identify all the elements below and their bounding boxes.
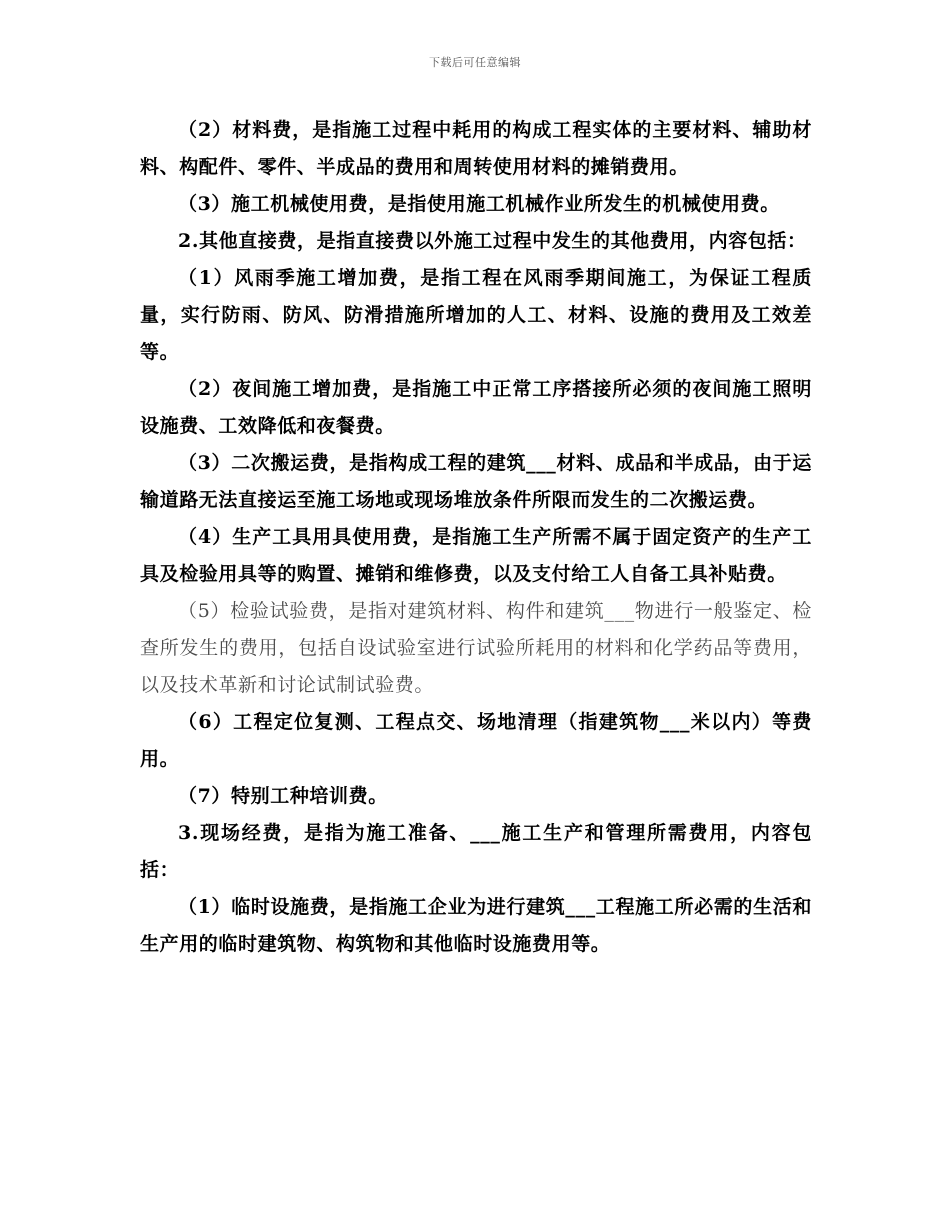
- paragraph-tool-usage-fee: （4）生产工具用具使用费，是指施工生产所需不属于固定资产的生产工具及检验用具等的购置、摊销和维修费，以及支付给工人自备工具补贴费。: [140, 526, 812, 585]
- paragraph-site-survey-fee: （6）工程定位复测、工程点交、场地清理（指建筑物___米以内）等费用。: [140, 711, 812, 770]
- page-header: 下载后可任意编辑: [429, 56, 521, 69]
- paragraph-machinery-fee: （3）施工机械使用费，是指使用施工机械作业所发生的机械使用费。: [178, 193, 780, 215]
- paragraph-special-training-fee: （7）特别工种培训费。: [178, 785, 388, 807]
- paragraph-site-expenses: 3.现场经费，是指为施工准备、___施工生产和管理所需费用，内容包括：: [140, 822, 812, 881]
- paragraph-night-work-fee: （2）夜间施工增加费，是指施工中正常工序搭接所必须的夜间施工照明设施费、工效降低和夜餐费。: [140, 378, 812, 437]
- paragraph-inspection-test-fee: （5）检验试验费，是指对建筑材料、构件和建筑___物进行一般鉴定、检查所发生的费用，包括自设试验室进行试验所耗用的材料和化学药品等费用，以及技术革新和讨论试制试验费。: [140, 600, 812, 696]
- paragraph-temporary-facilities-fee: （1）临时设施费，是指施工企业为进行建筑___工程施工所必需的生活和生产用的临时建筑物、构筑物和其他临时设施费用等。: [140, 896, 812, 955]
- paragraph-secondary-transport-fee: （3）二次搬运费，是指构成工程的建筑___材料、成品和半成品，由于运输道路无法直接运至施工场地或现场堆放条件所限而发生的二次搬运费。: [140, 452, 812, 511]
- paragraph-material-fee: （2）材料费，是指施工过程中耗用的构成工程实体的主要材料、辅助材料、构配件、零件、半成品的费用和周转使用材料的摊销费用。: [140, 119, 812, 178]
- paragraph-rainy-season-fee: （1）风雨季施工增加费，是指工程在风雨季期间施工，为保证工程质量，实行防雨、防风、防滑措施所增加的人工、材料、设施的费用及工效差等。: [140, 267, 812, 363]
- document-body: [140, 112, 812, 963]
- paragraph-other-direct-fee: 2.其他直接费，是指直接费以外施工过程中发生的其他费用，内容包括：: [178, 230, 807, 252]
